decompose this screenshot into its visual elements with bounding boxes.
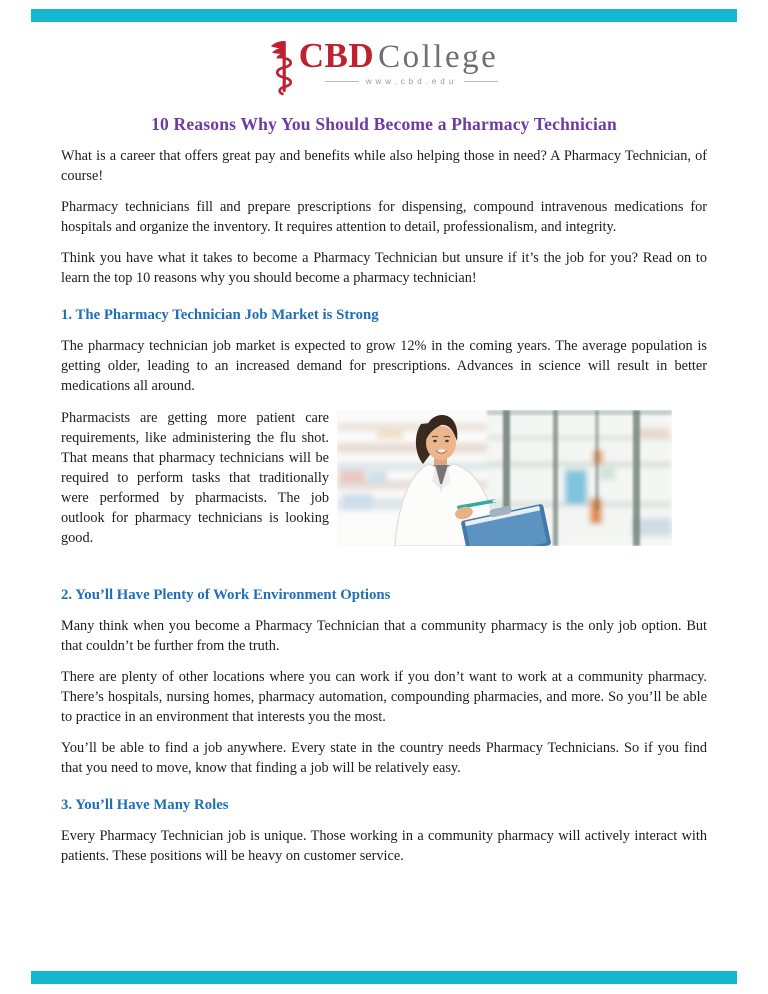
section-heading-1: 1. The Pharmacy Technician Job Market is Strong: [61, 307, 379, 323]
bottom-border-bar: [31, 971, 737, 984]
logo-tagline: [325, 77, 499, 86]
section-paragraph: Many think when you become a Pharmacy Technician that a community pharmacy is the only job option. But that couldn’t be further from the truth.: [61, 618, 707, 654]
page-title: 10 Reasons Why You Should Become a Pharmacy Technician: [151, 114, 617, 134]
section-paragraph: You’ll be able to find a job anywhere. Every state in the country needs Pharmacy Technicians. So if you find that you need to move, know that finding a job will be relatively easy.: [61, 740, 707, 776]
section-paragraph: The pharmacy technician job market is expected to grow 12% in the coming years. The average population is getting older, leading to an increased demand for prescriptions. Advances in science will result in better medications all around.: [61, 338, 707, 394]
logo-wordmark: [299, 38, 499, 74]
section-paragraph: Every Pharmacy Technician job is unique. Those working in a community pharmacy will actively interact with patients. These positions will be heavy on customer service.: [61, 828, 707, 864]
section-paragraph: There are plenty of other locations where you can work if you don’t want to work at a community pharmacy. There’s hospitals, nursing homes, pharmacy automation, compounding pharmacies, and more. So you’ll be able to practice in an environment that interests you the most.: [61, 669, 707, 725]
document-content: [0, 38, 768, 866]
logo-suffix-text: College: [378, 39, 499, 75]
top-border-bar: [31, 9, 737, 22]
logo-brand-text: CBD: [298, 36, 375, 75]
tagline-rule-left: [325, 81, 359, 82]
section-side-paragraph: Pharmacists are getting more patient care requirements, like administering the flu shot. That means that pharmacy technicians will be required to perform tasks that traditionally were performed by pharmacists. The job outlook for pharmacy technicians is looking good.: [61, 410, 329, 546]
caduceus-icon: [270, 39, 298, 97]
brand-logo: [61, 38, 707, 96]
intro-paragraph: Think you have what it takes to become a Pharmacy Technician but unsure if it’s the job for you? Read on to learn the top 10 reasons why you should become a pharmacy technician!: [61, 250, 707, 286]
text-image-row: [61, 408, 707, 568]
logo-text: [299, 38, 499, 86]
pharmacy-technician-photo: [337, 410, 672, 546]
tagline-url-text: www.cbd.edu: [365, 77, 458, 86]
section-heading-2: 2. You’ll Have Plenty of Work Environment Options: [61, 587, 391, 603]
section-heading-3: 3. You’ll Have Many Roles: [61, 797, 229, 813]
intro-paragraph: Pharmacy technicians fill and prepare prescriptions for dispensing, compound intravenous medications for hospitals and organize the inventory. It requires attention to detail, professionalism, and integrity.: [61, 199, 707, 235]
tagline-rule-right: [464, 81, 498, 82]
intro-paragraph: What is a career that offers great pay and benefits while also helping those in need? A Pharmacy Technician, of course!: [61, 148, 707, 184]
